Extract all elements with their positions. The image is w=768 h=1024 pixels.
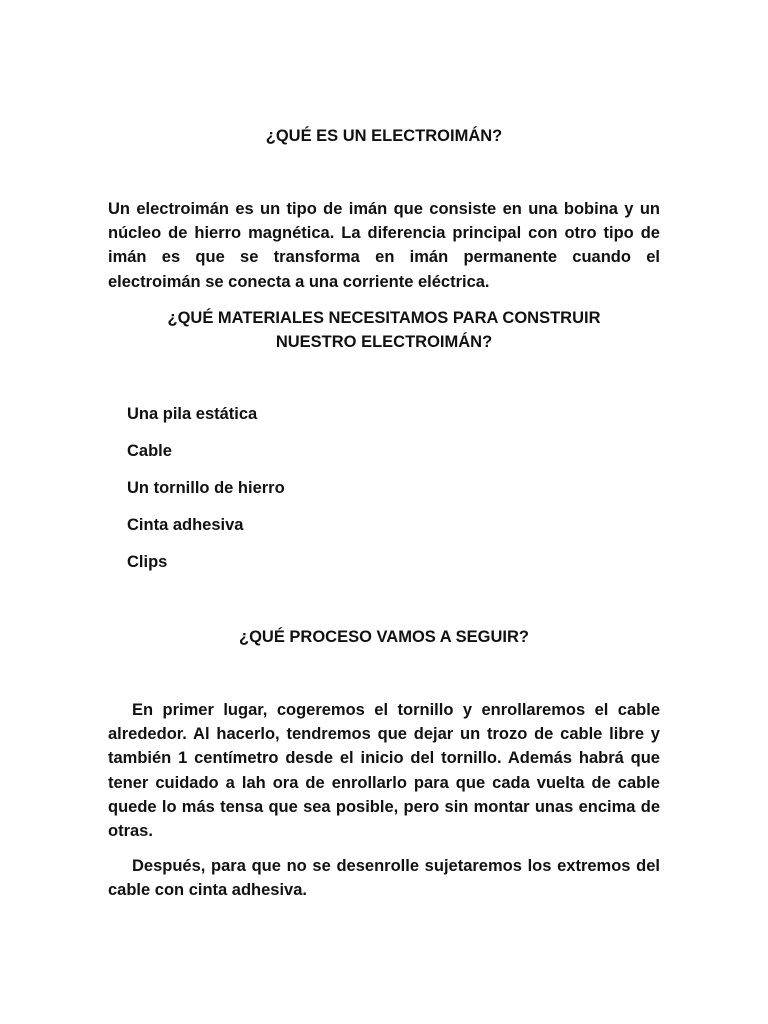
heading-materials-line1: ¿QUÉ MATERIALES NECESITAMOS PARA CONSTRUIR bbox=[167, 309, 601, 327]
heading-materials bbox=[108, 306, 660, 354]
paragraph-process-step-2: Después, para que no se desenrolle sujetaremos los extremos del cable con cinta adhesiva. bbox=[108, 857, 660, 900]
list-item: Cable bbox=[127, 442, 172, 460]
list-item: Clips bbox=[127, 553, 168, 571]
heading-materials-line2: NUESTRO ELECTROIMÁN? bbox=[275, 333, 493, 351]
list-item: Una pila estática bbox=[127, 405, 258, 423]
list-item: Cinta adhesiva bbox=[127, 516, 244, 534]
heading-what-is-electromagnet: ¿QUÉ ES UN ELECTROIMÁN? bbox=[265, 127, 503, 145]
list-item: Un tornillo de hierro bbox=[127, 479, 285, 497]
heading-process: ¿QUÉ PROCESO VAMOS A SEGUIR? bbox=[239, 628, 529, 646]
paragraph-process-step-1: En primer lugar, cogeremos el tornillo y enrollaremos el cable alrededor. Al hacerlo, tendremos que dejar un trozo de cable libre y también 1 centímetro desde el inicio del tornillo. Además habrá que tener cuidado a lah ora de enrollarlo para que cada vuelta de cable quede lo más tensa que sea posible, pero sin montar unas encima de otras. bbox=[108, 701, 660, 841]
paragraph-definition: Un electroimán es un tipo de imán que consiste en una bobina y un núcleo de hierro magnética. La diferencia principal con otro tipo de imán es que se transforma en imán permanente cuando el electroimán se conecta a una corriente eléctrica. bbox=[108, 200, 660, 291]
materials-list bbox=[127, 402, 285, 587]
